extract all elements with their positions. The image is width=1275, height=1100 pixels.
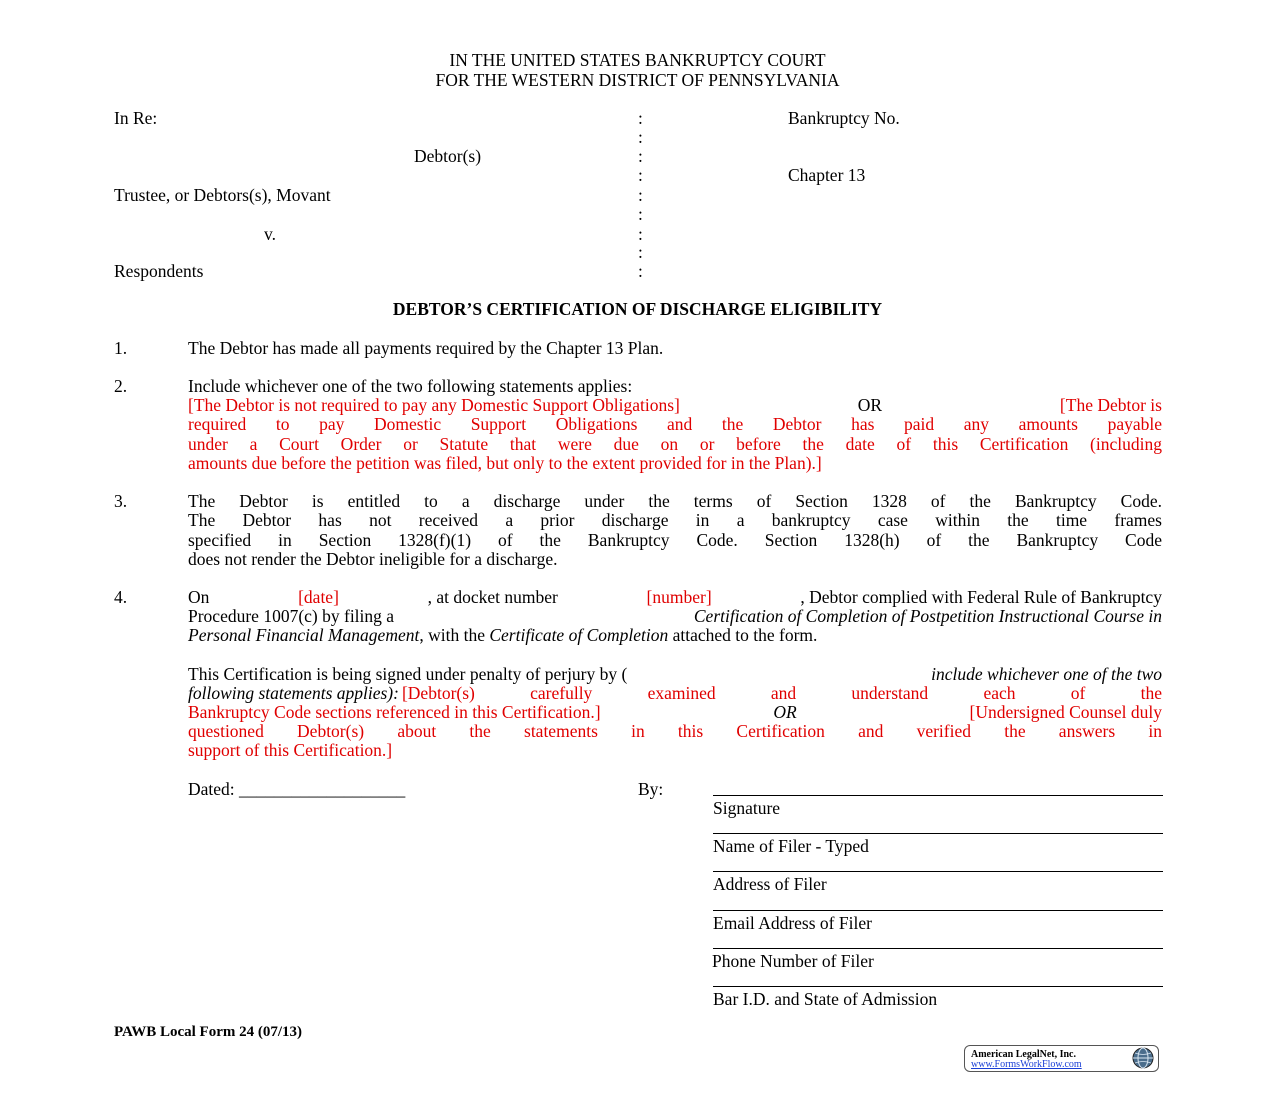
item-4-rule-text: , Debtor complied with Federal Rule of Bankruptcy [800, 587, 1162, 607]
certification-course-title: Certification of Completion of Postpetition Instructional Course in [693, 606, 1162, 626]
item-4-attached-text: attached to the form. [672, 625, 818, 645]
item-2-options-line1 [188, 395, 1162, 416]
caption-colon: : [638, 224, 643, 244]
perjury-intro: This Certification is being signed under penalty of perjury by ( [188, 664, 628, 684]
perjury-line5: support of this Certification.] [188, 740, 393, 760]
option-no-dso: [The Debtor is not required to pay any Domestic Support Obligations] [188, 395, 680, 415]
dated-field[interactable]: Dated: ___________________ [188, 779, 406, 799]
item-number: 3. [114, 491, 128, 511]
caption-colon: : [638, 204, 643, 224]
address-of-filer-label: Address of Filer [713, 874, 827, 894]
caption-colon: : [638, 185, 643, 205]
caption-colon: : [638, 108, 643, 128]
email-of-filer-line[interactable] [713, 910, 1163, 911]
bankruptcy-number-label: Bankruptcy No. [788, 108, 900, 128]
court-name-line2: FOR THE WESTERN DISTRICT OF PENNSYLVANIA [435, 70, 840, 90]
perjury-line1 [188, 664, 1162, 685]
item-4-line2 [188, 606, 1162, 627]
perjury-line4: questioned Debtor(s) about the statements in this Certification and verified the answers in [188, 721, 1162, 741]
item-2-line4: amounts due before the petition was filed, but only to the extent provided for in the Plan).] [188, 453, 822, 473]
debtor-examined-option: [Debtor(s) carefully examined and understand each of the [401, 683, 1162, 703]
item-number: 1. [114, 338, 128, 358]
movant-label: Trustee, or Debtors(s), Movant [114, 185, 331, 205]
legalnet-logo[interactable] [964, 1045, 1159, 1072]
item-2-line2: required to pay Domestic Support Obligations and the Debtor has paid any amounts payable [188, 414, 1162, 434]
item-4-line1 [188, 587, 1162, 608]
perjury-instruction-continued: following statements applies): [188, 683, 399, 703]
docket-number-placeholder: [number] [646, 587, 712, 607]
court-name-line1: IN THE UNITED STATES BANKRUPTCY COURT [449, 50, 826, 70]
logo-company-name: American LegalNet, Inc. [971, 1049, 1076, 1060]
date-placeholder: [date] [298, 587, 339, 607]
item-3-line4: does not render the Debtor ineligible for a discharge. [188, 549, 558, 569]
address-of-filer-line[interactable] [713, 871, 1163, 872]
signature-field-label: Signature [713, 798, 781, 818]
perjury-line2 [188, 683, 1162, 704]
course-title-continued: Personal Financial Management [188, 625, 420, 645]
caption-colon: : [638, 261, 643, 281]
item-3-line3: specified in Section 1328(f)(1) of the Bankruptcy Code. Section 1328(h) of the Bankruptcy Code [188, 530, 1162, 550]
caption-colon: : [638, 242, 643, 262]
document-title: DEBTOR’S CERTIFICATION OF DISCHARGE ELIGIBILITY [392, 299, 883, 319]
form-identifier: PAWB Local Form 24 (07/13) [114, 1024, 303, 1040]
debtors-label: Debtor(s) [414, 146, 482, 166]
item-number: 4. [114, 587, 128, 607]
certificate-of-completion: Certificate of Completion [489, 625, 669, 645]
respondents-label: Respondents [114, 261, 204, 281]
item-number: 2. [114, 376, 128, 396]
logo-website-link[interactable]: www.FormsWorkFlow.com [971, 1059, 1082, 1070]
item-4-with-text: , with the [419, 625, 485, 645]
bar-id-line[interactable] [713, 986, 1163, 987]
item-4-line3 [188, 625, 817, 646]
item-1-text: The Debtor has made all payments required by the Chapter 13 Plan. [188, 338, 664, 358]
caption-colon: : [638, 146, 643, 166]
item-4-procedure-text: Procedure 1007(c) by filing a [188, 606, 395, 626]
email-of-filer-label: Email Address of Filer [713, 913, 872, 933]
phone-of-filer-label: Phone Number of Filer [712, 951, 874, 971]
by-label: By: [638, 779, 664, 799]
globe-icon [1132, 1047, 1154, 1069]
name-of-filer-line[interactable] [713, 833, 1163, 834]
item-2-intro: Include whichever one of the two following statements applies: [188, 376, 633, 396]
name-of-filer-label: Name of Filer - Typed [713, 836, 869, 856]
option-dso-paid-start: [The Debtor is [1059, 395, 1162, 415]
caption-colon: : [638, 127, 643, 147]
signature-line[interactable] [713, 795, 1163, 796]
or-connector: OR [857, 395, 883, 415]
caption-colon: : [638, 165, 643, 185]
phone-of-filer-line[interactable] [713, 948, 1163, 949]
counsel-option-start: [Undersigned Counsel duly [969, 702, 1162, 722]
debtor-examined-option-end: Bankruptcy Code sections referenced in this Certification.] [188, 702, 601, 722]
item-3-line2: The Debtor has not received a prior discharge in a bankruptcy case within the time frames [188, 510, 1162, 530]
chapter-label: Chapter 13 [788, 165, 866, 185]
or-connector: OR [773, 702, 797, 722]
item-4-docket-text: , at docket number [427, 587, 558, 607]
in-re-label: In Re: [114, 108, 158, 128]
perjury-instruction: include whichever one of the two [931, 664, 1162, 684]
item-4-on: On [188, 587, 210, 607]
perjury-line3 [188, 702, 1162, 723]
item-2-line3: under a Court Order or Statute that were due on or before the date of this Certification (including [188, 434, 1162, 454]
bar-id-label: Bar I.D. and State of Admission [713, 989, 938, 1009]
item-3-line1: The Debtor is entitled to a discharge under the terms of Section 1328 of the Bankruptcy Code. [188, 491, 1162, 511]
versus-label: v. [264, 224, 276, 244]
